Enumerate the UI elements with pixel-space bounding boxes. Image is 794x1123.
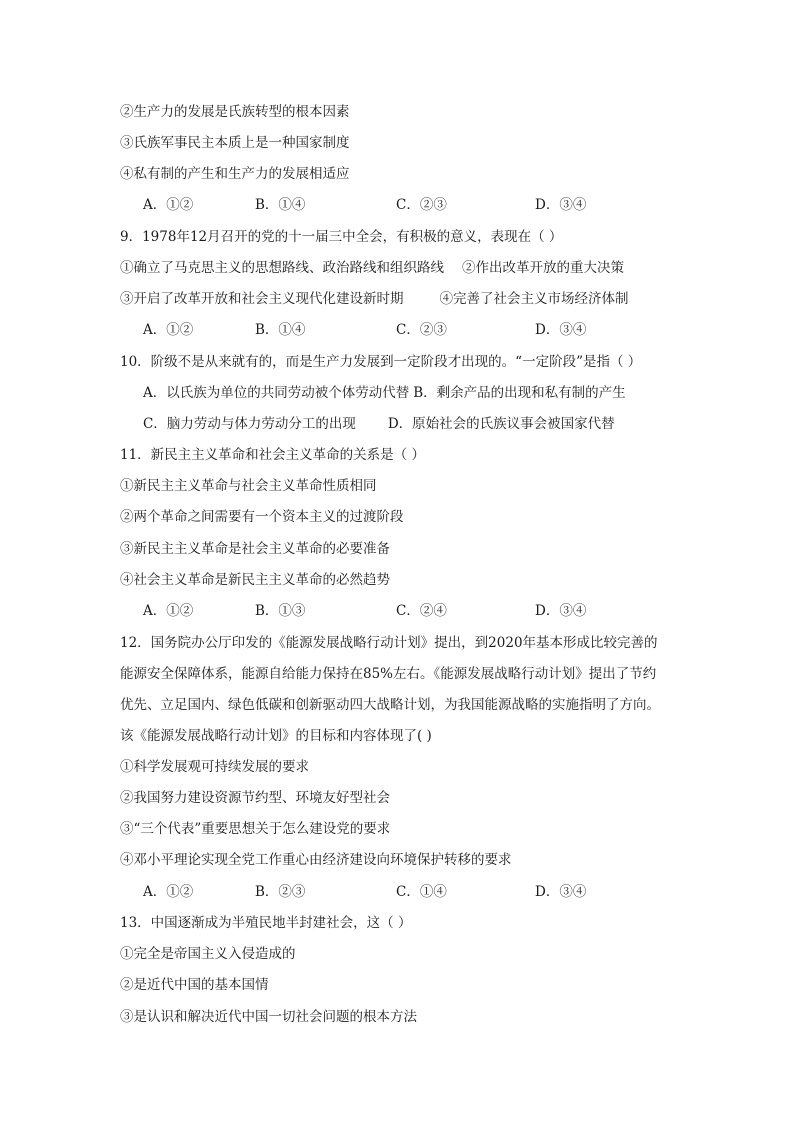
q8-choice-b: B．①④ [255, 197, 306, 213]
q11-choice-c: C．②④ [396, 603, 447, 619]
q9-item-2: ②作出改革开放的重大决策 [462, 260, 624, 276]
q8-item-4: ④私有制的产生和生产力的发展相适应 [120, 166, 350, 182]
q8-item-3: ③氏族军事民主本质上是一种国家制度 [120, 135, 350, 151]
q11-stem: 11．新民主主义革命和社会主义革命的关系是（ ） [120, 447, 425, 463]
q13-item-1: ①完全是帝国主义入侵造成的 [120, 946, 296, 962]
q13-stem: 13．中国逐渐成为半殖民地半封建社会，这（ ） [120, 915, 412, 931]
q11-choice-d: D．③④ [535, 603, 587, 619]
q12-item-2: ②我国努力建设资源节约型、环境友好型社会 [120, 790, 390, 806]
q8-choice-a: A．①② [143, 197, 194, 213]
q11-choice-b: B．①③ [255, 603, 306, 619]
q13-item-2: ②是近代中国的基本国情 [120, 977, 269, 993]
q11-item-3: ③新民主主义革命是社会主义革命的必要准备 [120, 541, 390, 557]
q13-item-3: ③是认识和解决近代中国一切社会问题的根本方法 [120, 1009, 417, 1025]
q11-item-1: ①新民主主义革命与社会主义革命性质相同 [120, 478, 377, 494]
q10-choices-row-2 [143, 415, 615, 433]
q9-items-row-2 [120, 290, 629, 308]
q9-stem: 9．1978年12月召开的党的十一届三中全会，有积极的意义，表现在（ ） [120, 229, 563, 245]
q9-items-row-1 [120, 259, 624, 277]
q12-item-1: ①科学发展观可持续发展的要求 [120, 759, 309, 775]
q10-choice-b: B．剩余产品的出现和私有制的产生 [413, 385, 626, 401]
q12-choice-b: B．②③ [255, 884, 306, 900]
q9-item-3: ③开启了改革开放和社会主义现代化建设新时期 [120, 291, 404, 307]
q12-stem-line-1: 12．国务院办公厅印发的《能源发展战略行动计划》提出，到2020年基本形成比较完善的 [120, 635, 658, 651]
q12-stem-line-2: 能源安全保障体系，能源自给能力保持在85%左右。《能源发展战略行动计划》提出了节约 [120, 666, 657, 682]
q10-choice-c: C．脑力劳动与体力劳动分工的出现 [143, 416, 356, 432]
q8-item-2: ②生产力的发展是氏族转型的根本因素 [120, 104, 350, 120]
q9-item-4: ④完善了社会主义市场经济体制 [439, 291, 629, 307]
q12-item-4: ④邓小平理论实现全党工作重心由经济建设向环境保护转移的要求 [120, 852, 512, 868]
q9-choice-c: C．②③ [396, 322, 447, 338]
q12-choice-d: D．③④ [535, 884, 587, 900]
q9-choice-b: B．①④ [255, 322, 306, 338]
q12-stem-line-4: 该《能源发展战略行动计划》的目标和内容体现了( ) [120, 728, 432, 744]
q12-item-3: ③“三个代表”重要思想关于怎么建设党的要求 [120, 821, 391, 837]
q8-choice-d: D．③④ [535, 197, 587, 213]
q10-choice-a: A．以氏族为单位的共同劳动被个体劳动代替 [143, 385, 410, 401]
q10-choice-d: D．原始社会的氏族议事会被国家代替 [387, 416, 615, 432]
q8-choice-c: C．②③ [396, 197, 447, 213]
q10-stem: 10．阶级不是从来就有的，而是生产力发展到一定阶段才出现的。“一定阶段”是指（ ） [120, 354, 642, 370]
q11-item-2: ②两个革命之间需要有一个资本主义的过渡阶段 [120, 509, 404, 525]
q9-item-1: ①确立了马克思主义的思想路线、政治路线和组织路线 [120, 260, 444, 276]
q9-choice-a: A．①② [143, 322, 194, 338]
q9-choice-d: D．③④ [535, 322, 587, 338]
q10-choices-row-1 [143, 384, 626, 402]
q12-choice-c: C．①④ [396, 884, 447, 900]
q11-item-4: ④社会主义革命是新民主主义革命的必然趋势 [120, 572, 390, 588]
q11-choice-a: A．①② [143, 603, 194, 619]
q12-stem-line-3: 优先、立足国内、绿色低碳和创新驱动四大战略计划，为我国能源战略的实施指明了方向。 [120, 697, 660, 713]
q12-choice-a: A．①② [143, 884, 194, 900]
